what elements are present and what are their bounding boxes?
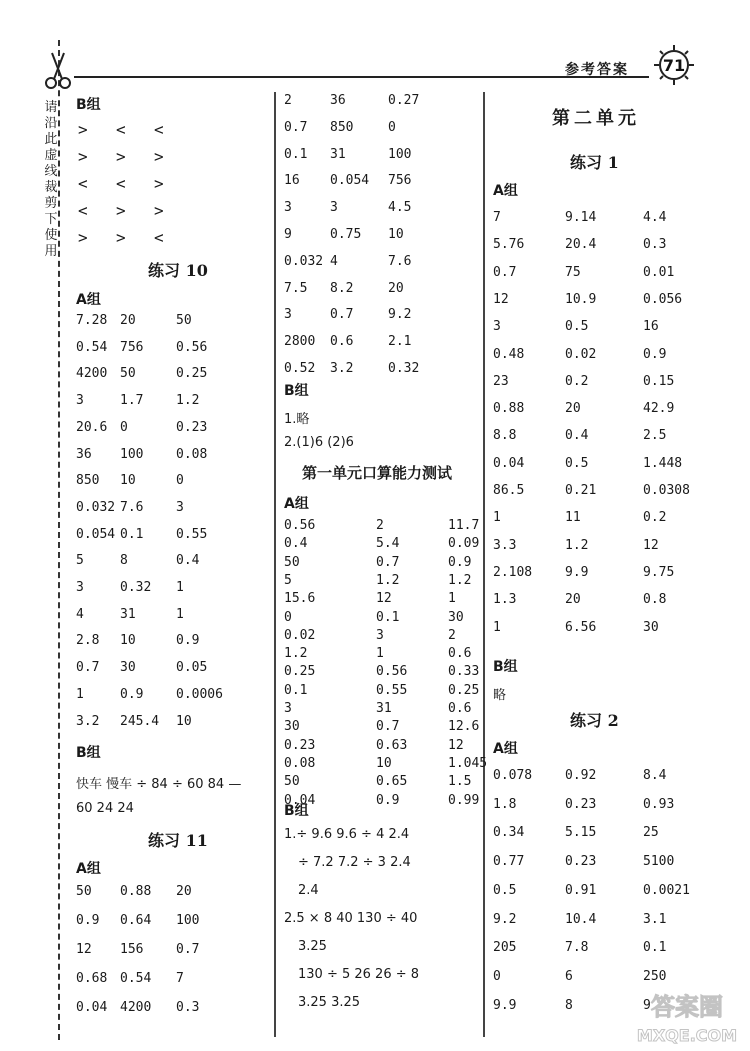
answer-cell: 0.6 bbox=[448, 646, 472, 662]
answer-cell: 3 bbox=[330, 200, 338, 216]
answer-cell: 850 bbox=[330, 119, 354, 135]
answer-cell: 0.7 bbox=[330, 307, 354, 323]
answer-cell: 9.2 bbox=[388, 307, 412, 323]
answer-cell: 6.56 bbox=[565, 619, 597, 635]
answer-cell: 0.23 bbox=[176, 419, 208, 435]
answer-cell: 12 bbox=[493, 291, 509, 307]
unit-two-title: 第二单元 bbox=[552, 108, 640, 129]
answer-cell: 2 bbox=[284, 93, 292, 108]
answer-cell: 0.7 bbox=[376, 554, 400, 570]
answer-cell: 30 bbox=[643, 619, 659, 635]
answer-cell: 0.99 bbox=[448, 792, 480, 808]
answer-cell: 8.8 bbox=[493, 428, 517, 444]
answer-cell: 0.55 bbox=[376, 682, 408, 698]
test-a-group-label: A组 bbox=[284, 496, 309, 512]
answer-cell: 0.7 bbox=[76, 660, 100, 676]
answer-cell: 7 bbox=[493, 210, 501, 225]
answer-cell: 0 bbox=[493, 968, 501, 984]
column-divider-1 bbox=[274, 92, 276, 1037]
answer-cell: 0.55 bbox=[176, 526, 208, 542]
answer-cell: 0.04 bbox=[493, 455, 525, 471]
answer-cell: 0.1 bbox=[120, 526, 144, 542]
answer-cell: 7.8 bbox=[565, 940, 589, 956]
answer-cell: 0.056 bbox=[643, 291, 683, 307]
answer-cell: 2.1 bbox=[388, 334, 412, 350]
exercise-1-title: 练习 1 bbox=[570, 153, 619, 172]
answer-cell: 0.23 bbox=[284, 737, 316, 753]
answer-cell: 0.65 bbox=[376, 774, 408, 790]
answer-cell: 3 bbox=[76, 393, 84, 409]
answer-cell: 5.15 bbox=[565, 825, 597, 841]
answer-cell: 0.0006 bbox=[176, 686, 223, 702]
col2-b-group-label: B组 bbox=[284, 383, 309, 399]
answer-cell: 0 bbox=[284, 609, 292, 625]
answer-cell: 0.15 bbox=[643, 373, 675, 389]
answer-cell: 31 bbox=[330, 146, 346, 162]
answer-cell: 0.02 bbox=[565, 346, 597, 362]
answer-cell: 11.7 bbox=[448, 518, 480, 533]
answer-cell: 0 bbox=[388, 119, 396, 135]
answer-cell: 3 bbox=[493, 319, 501, 335]
answer-cell: 0.054 bbox=[76, 526, 116, 542]
answer-cell: 3 bbox=[284, 200, 292, 216]
answer-cell: 1 bbox=[176, 606, 184, 622]
svg-text:答案圈: 答案圈 bbox=[651, 993, 723, 1021]
answer-cell: 0.52 bbox=[284, 361, 316, 376]
answer-cell: 8 bbox=[120, 553, 128, 569]
answer-cell: 3 bbox=[176, 499, 184, 515]
answer-cell: 1.448 bbox=[643, 455, 683, 471]
test-b-line: 3.25 bbox=[298, 939, 327, 954]
exercise-10-title: 练习 10 bbox=[148, 261, 208, 280]
answer-cell: 0.3 bbox=[176, 1000, 200, 1015]
ex1-b-group-label: B组 bbox=[493, 659, 518, 675]
answer-cell: 1.8 bbox=[493, 796, 517, 812]
comparison-symbol: > bbox=[116, 147, 126, 166]
ex11-a-group-label: A组 bbox=[76, 861, 101, 877]
answer-cell: 0.88 bbox=[493, 401, 525, 417]
answer-cell: 245.4 bbox=[120, 713, 160, 729]
comparison-symbol: < bbox=[78, 174, 88, 193]
answer-cell: 5.76 bbox=[493, 237, 525, 253]
answer-cell: 156 bbox=[120, 942, 144, 957]
answer-cell: 5 bbox=[76, 553, 84, 569]
answer-cell: 0.2 bbox=[643, 510, 667, 526]
answer-cell: 16 bbox=[284, 173, 300, 189]
answer-cell: 10.4 bbox=[565, 911, 597, 927]
test-b-line: 3.25 3.25 bbox=[298, 995, 361, 1010]
header-rule bbox=[74, 76, 649, 78]
test-b-group-label: B组 bbox=[284, 803, 309, 819]
answer-cell: 20 bbox=[565, 401, 581, 417]
answer-cell: 0.7 bbox=[376, 719, 400, 735]
answer-cell: 15.6 bbox=[284, 591, 316, 607]
answer-cell: 756 bbox=[120, 339, 144, 355]
answer-cell: 1 bbox=[493, 510, 501, 526]
answer-cell: 12 bbox=[76, 942, 92, 957]
answer-cell: 0.75 bbox=[330, 227, 362, 242]
answer-cell: 2800 bbox=[284, 334, 316, 350]
answer-cell: 1.7 bbox=[120, 393, 144, 409]
ex10-b-line-1: 快车 慢车 ÷ 84 ÷ 60 84 — bbox=[76, 777, 242, 792]
answer-cell: 75 bbox=[565, 264, 581, 280]
answer-cell: 756 bbox=[388, 173, 412, 189]
answer-cell: 0.92 bbox=[565, 768, 597, 783]
answer-cell: 1.2 bbox=[448, 572, 472, 588]
answer-cell: 3 bbox=[284, 701, 292, 716]
comparison-symbol: > bbox=[154, 147, 164, 166]
comparison-symbol: < bbox=[116, 174, 126, 193]
answer-cell: 0.02 bbox=[284, 627, 316, 643]
answer-cell: 4.4 bbox=[643, 210, 667, 225]
answer-cell: 0.8 bbox=[643, 592, 667, 608]
answer-cell: 36 bbox=[330, 93, 346, 108]
answer-cell: 10 bbox=[376, 755, 392, 771]
answer-cell: 0.1 bbox=[284, 146, 308, 162]
answer-cell: 3.1 bbox=[643, 911, 667, 927]
scissors-icon bbox=[44, 50, 72, 90]
answer-cell: 0.05 bbox=[176, 660, 208, 676]
ex10-b-line-2: 60 24 24 bbox=[76, 801, 134, 816]
answer-cell: 3 bbox=[376, 627, 384, 643]
answer-cell: 30 bbox=[448, 609, 464, 625]
exercise-11-title: 练习 11 bbox=[148, 831, 208, 850]
answer-cell: 25 bbox=[643, 825, 659, 841]
answer-cell: 10 bbox=[176, 713, 192, 729]
answer-cell: 0.7 bbox=[284, 119, 308, 135]
answer-cell: 1.3 bbox=[493, 592, 517, 608]
answer-cell: 9.9 bbox=[565, 564, 589, 580]
answer-cell: 0.032 bbox=[284, 253, 324, 269]
answer-cell: 20.6 bbox=[76, 419, 108, 435]
answer-cell: 3.3 bbox=[493, 537, 517, 553]
answer-cell: 0.01 bbox=[643, 264, 675, 280]
ex1-b-text: 略 bbox=[493, 688, 507, 703]
answer-cell: 2 bbox=[448, 627, 456, 643]
answer-cell: 31 bbox=[120, 606, 136, 622]
answer-cell: 0.56 bbox=[176, 339, 208, 355]
answer-cell: 0.1 bbox=[284, 682, 308, 698]
comparison-symbol: < bbox=[154, 228, 164, 247]
comparison-symbol: < bbox=[78, 201, 88, 220]
answer-cell: 2.8 bbox=[76, 633, 100, 649]
answer-cell: 0.7 bbox=[493, 264, 517, 280]
answer-cell: 36 bbox=[76, 446, 92, 462]
answer-cell: 10 bbox=[120, 633, 136, 649]
answer-cell: 0 bbox=[176, 473, 184, 489]
answer-cell: 1.2 bbox=[376, 572, 400, 588]
exercise-2-title: 练习 2 bbox=[570, 711, 619, 730]
answer-cell: 1 bbox=[376, 646, 384, 662]
answer-cell: 50 bbox=[284, 554, 300, 570]
answer-cell: 5 bbox=[284, 572, 292, 588]
answer-cell: 9.9 bbox=[493, 997, 517, 1013]
answer-cell: 1.2 bbox=[176, 393, 200, 409]
ex10-a-group-label: A组 bbox=[76, 292, 101, 308]
answer-cell: 10 bbox=[388, 227, 404, 242]
comparison-symbol: < bbox=[116, 120, 126, 139]
answer-cell: 100 bbox=[176, 913, 200, 928]
answer-cell: 8.4 bbox=[643, 768, 667, 783]
answer-cell: 86.5 bbox=[493, 483, 525, 498]
answer-cell: 42.9 bbox=[643, 401, 675, 417]
answer-cell: 9 bbox=[284, 227, 292, 242]
answer-cell: 0.5 bbox=[565, 455, 589, 471]
answer-cell: 0.5 bbox=[565, 319, 589, 335]
answer-cell: 1.2 bbox=[565, 537, 589, 553]
answer-cell: 30 bbox=[120, 660, 136, 676]
page-number-badge bbox=[653, 44, 695, 86]
test-b-line: ÷ 7.2 7.2 ÷ 3 2.4 bbox=[298, 855, 411, 870]
page-number: 71 bbox=[662, 56, 686, 75]
answer-cell: 0.21 bbox=[565, 483, 597, 498]
comparison-symbol: > bbox=[116, 228, 126, 247]
answer-cell: 0.54 bbox=[120, 971, 152, 986]
answer-cell: 0.23 bbox=[565, 854, 597, 870]
answer-cell: 0.4 bbox=[284, 536, 308, 552]
answer-cell: 0.9 bbox=[448, 554, 472, 570]
answer-cell: 0.9 bbox=[643, 346, 667, 362]
answer-cell: 4200 bbox=[76, 366, 108, 382]
answer-cell: 7.6 bbox=[388, 253, 412, 269]
ex10-b-group-label: B组 bbox=[76, 745, 101, 761]
answer-cell: 3 bbox=[284, 307, 292, 323]
answer-cell: 20 bbox=[120, 313, 136, 328]
answer-cell: 3 bbox=[76, 580, 84, 595]
answer-cell: 4.5 bbox=[388, 200, 412, 216]
answer-cell: 0.0021 bbox=[643, 882, 690, 898]
answer-cell: 30 bbox=[284, 719, 300, 735]
answer-cell: 50 bbox=[76, 884, 92, 899]
comparison-symbol: > bbox=[154, 201, 164, 220]
answer-cell: 7.6 bbox=[120, 499, 144, 515]
answer-cell: 0.2 bbox=[565, 373, 589, 389]
answer-cell: 0.23 bbox=[565, 796, 597, 812]
answer-cell: 0.68 bbox=[76, 971, 108, 986]
answer-cell: 0 bbox=[120, 419, 128, 435]
answer-cell: 23 bbox=[493, 373, 509, 389]
answer-cell: 0.56 bbox=[376, 664, 408, 680]
answer-cell: 0.9 bbox=[76, 913, 100, 928]
answer-cell: 0.63 bbox=[376, 737, 408, 753]
answer-cell: 10.9 bbox=[565, 291, 597, 307]
answer-cell: 2.108 bbox=[493, 564, 533, 580]
answer-cell: 0.32 bbox=[120, 580, 152, 595]
answer-cell: 850 bbox=[76, 473, 100, 489]
test-b-line: 130 ÷ 5 26 26 ÷ 8 bbox=[298, 967, 420, 982]
answer-cell: 0.64 bbox=[120, 913, 152, 928]
answer-cell: 9.14 bbox=[565, 210, 597, 225]
answer-cell: 20.4 bbox=[565, 237, 597, 253]
answer-cell: 0.9 bbox=[120, 686, 144, 702]
answer-cell: 5100 bbox=[643, 854, 675, 870]
answer-cell: 20 bbox=[176, 884, 192, 899]
test-b-line: 1.÷ 9.6 9.6 ÷ 4 2.4 bbox=[284, 827, 410, 842]
answer-cell: 12 bbox=[643, 537, 659, 553]
answer-cell: 1.5 bbox=[448, 774, 472, 790]
answer-cell: 16 bbox=[643, 319, 659, 335]
answer-cell: 1 bbox=[176, 580, 184, 595]
answer-cell: 12 bbox=[376, 591, 392, 607]
answer-cell: 0.25 bbox=[448, 682, 480, 698]
answer-cell: 9.2 bbox=[493, 911, 517, 927]
comparison-symbol: > bbox=[78, 147, 88, 166]
ex1-a-group-label: A组 bbox=[493, 183, 518, 199]
answer-cell: 7.28 bbox=[76, 313, 108, 328]
answer-cell: 0.09 bbox=[448, 536, 480, 552]
answer-cell: 0.6 bbox=[330, 334, 354, 350]
answer-cell: 0.1 bbox=[643, 940, 667, 956]
answer-cell: 100 bbox=[120, 446, 144, 462]
answer-cell: 7.5 bbox=[284, 280, 308, 296]
col1-b-group-label: B组 bbox=[76, 97, 101, 113]
site-watermark-logo bbox=[632, 987, 742, 1047]
answer-cell: 0.27 bbox=[388, 93, 420, 108]
col2-b-item-2: 2.(1)6 (2)6 bbox=[284, 435, 354, 450]
cut-instruction: 请沿此虚线裁剪下使用 bbox=[44, 100, 58, 259]
test-b-line: 2.4 bbox=[298, 883, 319, 898]
answer-cell: 12 bbox=[448, 737, 464, 753]
answer-cell: 0.054 bbox=[330, 173, 370, 189]
answer-cell: 205 bbox=[493, 940, 517, 956]
answer-cell: 20 bbox=[565, 592, 581, 608]
answer-cell: 0.9 bbox=[376, 792, 400, 808]
answer-cell: 0.88 bbox=[120, 884, 152, 899]
answer-cell: 3.2 bbox=[76, 713, 100, 729]
answer-cell: 0.032 bbox=[76, 499, 116, 515]
answer-cell: 0.32 bbox=[388, 361, 420, 376]
answer-cell: 0.04 bbox=[284, 792, 316, 808]
answer-cell: 1 bbox=[76, 686, 84, 702]
answer-cell: 1 bbox=[493, 619, 501, 635]
answer-cell: 0.9 bbox=[176, 633, 200, 649]
comparison-symbol: > bbox=[154, 174, 164, 193]
answer-cell: 0.25 bbox=[176, 366, 208, 382]
header-title: 参考答案 bbox=[565, 62, 629, 78]
answer-cell: 50 bbox=[284, 774, 300, 790]
answer-cell: 4200 bbox=[120, 1000, 152, 1015]
answer-cell: 8 bbox=[565, 997, 573, 1013]
answer-cell: 10 bbox=[120, 473, 136, 489]
answer-cell: 0.6 bbox=[448, 701, 472, 716]
svg-text:MXQE.COM: MXQE.COM bbox=[636, 1026, 738, 1045]
col2-b-item-1: 1.略 bbox=[284, 412, 310, 427]
unit-one-test-title: 第一单元口算能力测试 bbox=[302, 464, 453, 482]
answer-cell: 5.4 bbox=[376, 536, 400, 552]
answer-cell: 1 bbox=[448, 591, 456, 607]
answer-cell: 0.04 bbox=[76, 1000, 108, 1015]
answer-cell: 9.75 bbox=[643, 564, 675, 580]
answer-cell: 250 bbox=[643, 968, 667, 984]
answer-cell: 0.48 bbox=[493, 346, 525, 362]
answer-cell: 20 bbox=[388, 280, 404, 296]
answer-cell: 11 bbox=[565, 510, 581, 526]
answer-cell: 31 bbox=[376, 701, 392, 716]
answer-cell: 0.1 bbox=[376, 609, 400, 625]
answer-cell: 6 bbox=[565, 968, 573, 984]
answer-cell: 0.08 bbox=[176, 446, 208, 462]
comparison-symbol: > bbox=[78, 120, 88, 139]
answer-cell: 0.078 bbox=[493, 768, 533, 783]
answer-cell: 0.7 bbox=[176, 942, 200, 957]
comparison-symbol: < bbox=[154, 120, 164, 139]
answer-cell: 0.34 bbox=[493, 825, 525, 841]
column-divider-2 bbox=[483, 92, 485, 1037]
answer-cell: 0.77 bbox=[493, 854, 525, 870]
answer-cell: 1.045 bbox=[448, 755, 488, 771]
answer-cell: 0.0308 bbox=[643, 483, 690, 498]
answer-cell: 0.91 bbox=[565, 882, 597, 898]
answer-cell: 0.3 bbox=[643, 237, 667, 253]
answer-cell: 0.25 bbox=[284, 664, 316, 680]
answer-cell: 0.08 bbox=[284, 755, 316, 771]
answer-cell: 4 bbox=[330, 253, 338, 269]
answer-cell: 9 bbox=[643, 997, 651, 1013]
answer-cell: 3.2 bbox=[330, 361, 354, 376]
answer-cell: 0.4 bbox=[176, 553, 200, 569]
answer-cell: 0.93 bbox=[643, 796, 675, 812]
answer-cell: 0.4 bbox=[565, 428, 589, 444]
answer-cell: 4 bbox=[76, 606, 84, 622]
answer-cell: 0.33 bbox=[448, 664, 480, 680]
answer-cell: 2 bbox=[376, 518, 384, 533]
test-b-line: 2.5 × 8 40 130 ÷ 40 bbox=[284, 911, 418, 926]
comparison-symbol: > bbox=[78, 228, 88, 247]
answer-cell: 8.2 bbox=[330, 280, 354, 296]
answer-cell: 7 bbox=[176, 971, 184, 986]
answer-cell: 1.2 bbox=[284, 646, 308, 662]
answer-cell: 50 bbox=[176, 313, 192, 328]
answer-cell: 50 bbox=[120, 366, 136, 382]
ex2-a-group-label: A组 bbox=[493, 741, 518, 757]
comparison-symbol: > bbox=[116, 201, 126, 220]
answer-cell: 12.6 bbox=[448, 719, 480, 735]
answer-cell: 100 bbox=[388, 146, 412, 162]
answer-cell: 0.5 bbox=[493, 882, 517, 898]
answer-cell: 0.56 bbox=[284, 518, 316, 533]
answer-cell: 2.5 bbox=[643, 428, 667, 444]
answer-cell: 0.54 bbox=[76, 339, 108, 355]
